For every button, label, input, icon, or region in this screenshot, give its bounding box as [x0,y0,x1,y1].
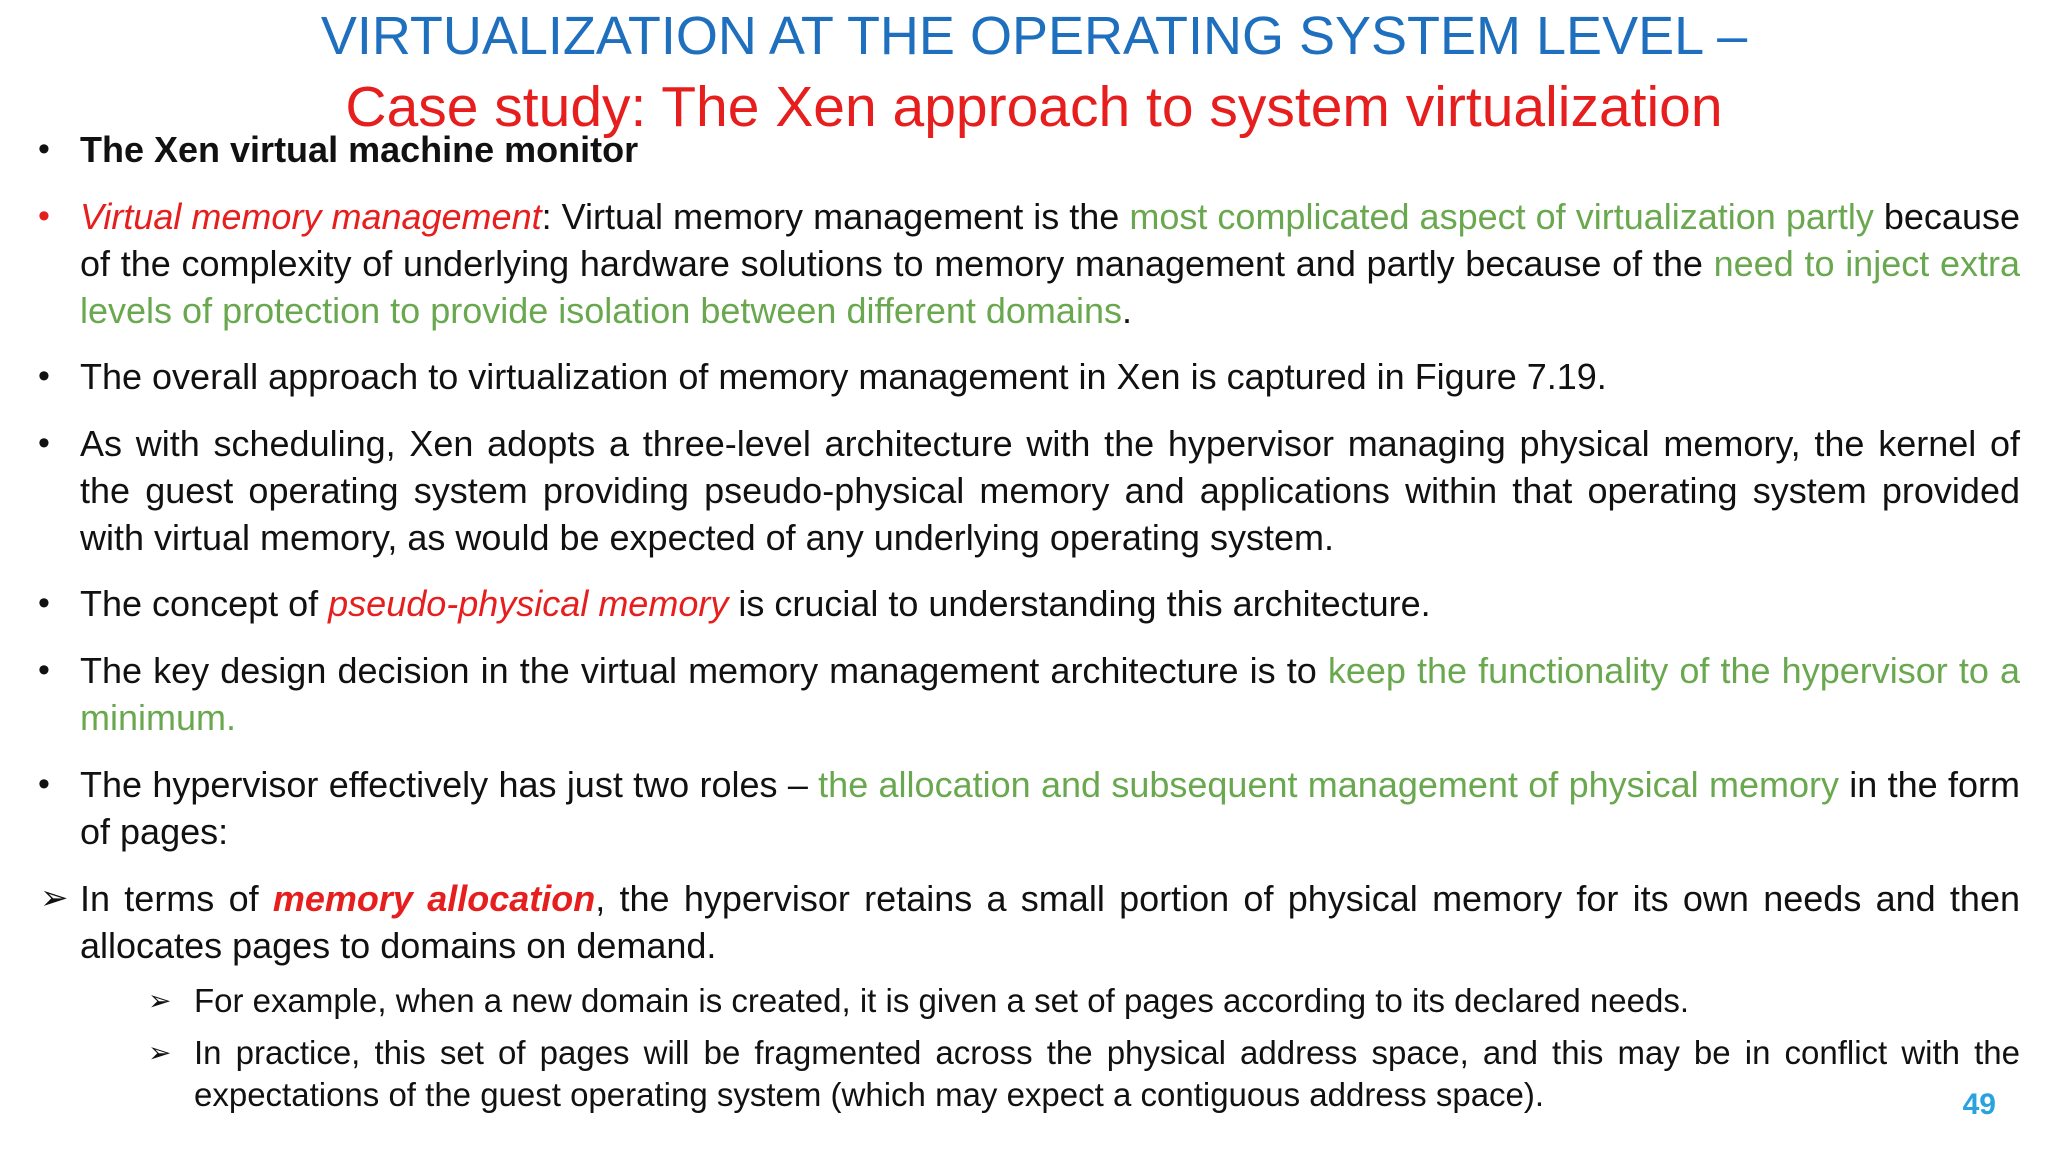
bullet-virtual-memory-management [80,193,2020,334]
bullet-text: The key design decision in the virtual memory management architecture is to [80,650,1328,691]
highlight-text: need to inject extra levels of protection to provide isolation between different domains [80,243,2020,331]
term-virtual-memory-management: Virtual memory management [80,196,542,237]
bullet-marker: • [38,197,50,235]
bullet-three-level-architecture: As with scheduling, Xen adopts a three-level architecture with the hypervisor managing physical memory, the kernel of the guest operating system providing pseudo-physical memory and applications within that operating system provided with virtual memory, as would be expected of any underlying operating system. [80,423,2020,558]
bullet-marker: • [38,130,50,168]
bullet-text: , the hypervisor retains a small portion of physical memory for its own needs and then allocates pages to domains on demand. [80,878,2020,966]
arrow-bullet-icon: ➢ [40,879,69,917]
highlight-text: keep the functionality of the hypervisor to a minimum. [80,650,2021,738]
arrow-bullet-icon: ➢ [148,985,172,1016]
bullet-text: . [1121,290,1132,331]
term-pseudo-physical-memory: pseudo-physical memory [328,583,729,624]
bullet-hypervisor-roles [80,761,2020,855]
slide-title-line1: VIRTUALIZATION AT THE OPERATING SYSTEM LEVEL – [320,6,1748,66]
bullet-marker: • [38,357,50,395]
highlight-text: the allocation and subsequent management of physical memory [818,764,1839,805]
bullet-text: The hypervisor effectively has just two roles – [80,764,819,805]
bullet-text: In terms of [80,878,273,919]
bullet-marker: • [38,651,50,689]
term-memory-allocation: memory allocation [272,878,596,919]
bullet-marker: • [38,424,50,462]
bullet-text: The concept of [80,583,329,624]
arrow-bullet-icon: ➢ [148,1037,172,1068]
bullet-text: : Virtual memory management is the [541,196,1130,237]
bullet-overall-approach: The overall approach to virtualization of memory management in Xen is captured in Figure 7.19. [80,356,1607,397]
sub-bullet-new-domain: For example, when a new domain is created, it is given a set of pages according to its declared needs. [194,982,1689,1019]
bullet-pseudo-physical-memory [80,580,2020,627]
bullet-marker: • [38,584,50,622]
bullet-marker: • [38,765,50,803]
page-number: 49 [1962,1088,1996,1121]
slide-title-line2: Case study: The Xen approach to system virtualization [345,75,1723,139]
bullet-text: in the form of pages: [80,764,2020,852]
bullet-key-design-decision [80,647,2020,741]
bullet-text: because of the complexity of underlying hardware solutions to memory management and partly because of the [80,196,2020,284]
bullet-text: is crucial to understanding this architecture. [728,583,1431,624]
bullet-memory-allocation [80,875,2020,969]
bullet-xen-vmm: The Xen virtual machine monitor [80,129,639,170]
highlight-text: most complicated aspect of virtualization partly [1129,196,1874,237]
sub-bullet-fragmentation: In practice, this set of pages will be fragmented across the physical address space, and this may be in conflict with the expectations of the guest operating system (which may expect a contiguous address space). [194,1034,2020,1113]
